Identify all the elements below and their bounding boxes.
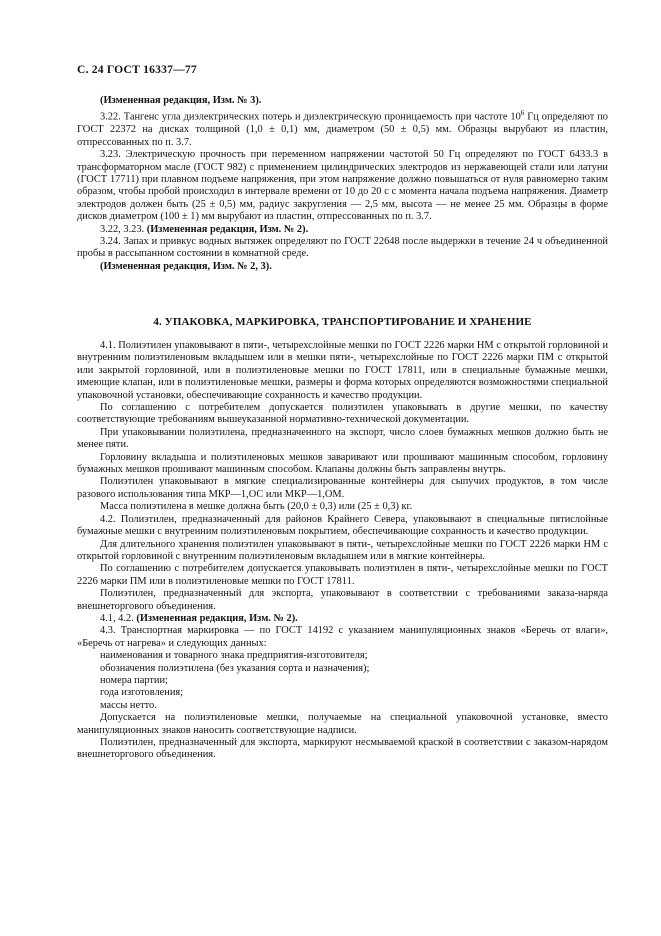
paragraph-neck-sealing: Горловину вкладыша и полиэтиленовых мешков заваривают или прошивают машинным способом, горловину бумажных мешков прошивают машинным способом. Клапаны должны быть заправлены внутрь.: [77, 451, 608, 476]
paragraph-agreement: По соглашению с потребителем допускается полиэтилен упаковывать в другие мешки, по качеству соответствующие требованиям вышеуказанной нормативно-технической документации.: [77, 402, 608, 426]
section-title: 4. УПАКОВКА, МАРКИРОВКА, ТРАНСПОРТИРОВАНИЕ И ХРАНЕНИЕ: [153, 316, 532, 328]
clause-3-22-text-b: Гц определяют по ГОСТ 22372 на дисках толщиной (1,0 ± 0,1) мм, диаметром (50 ± 0,5) мм. Образцы вырубают из пластин, отпрессованных по п. 3.7.: [77, 111, 608, 148]
paragraph-export-packing: Полиэтилен, предназначенный для экспорта, упаковывают в соответствии с требованиями заказа-наряда внешнеторгового объединения.: [77, 588, 608, 612]
paragraph-export-layers: При упаковывании полиэтилена, предназначенного на экспорт, число слоев бумажных мешков должно быть не менее пяти.: [77, 426, 608, 451]
section-body: [77, 340, 608, 762]
amendment-note-3-22-3-23: [77, 224, 608, 236]
list-item: наименования и товарного знака предприятия-изготовителя;: [100, 650, 368, 662]
clause-3-22-exponent: 6: [520, 109, 525, 118]
list-item: обозначения полиэтилена (без указания сорта и назначения);: [100, 662, 370, 674]
amendment-note-2-3: (Измененная редакция, Изм. № 2, 3).: [100, 260, 272, 272]
clause-4-2: 4.2. Полиэтилен, предназначенный для районов Крайнего Севера, упаковывают в специальные пятислойные бумажные мешки с внутренним полиэтиленовым покрытием, обеспечивающие сохранность и качество продукции.: [77, 513, 608, 538]
list-item: года изготовления;: [100, 687, 184, 699]
paragraph-containers: Полиэтилен упаковывают в мягкие специализированные контейнеры для сыпучих продуктов, в том числе разового использования типа МКР—1,ОС или МКР—1,ОМ.: [77, 476, 608, 500]
clause-4-1: 4.1. Полиэтилен упаковывают в пяти-, четырехслойные мешки по ГОСТ 2226 марки НМ с открытой горловиной и внутренним полиэтиленовым вкладышем или в мешки пяти-, четырехслойные по ГОСТ 2226 марки ПМ с открытой или закрытой горловиной, или в полиэтиленовые мешки по ГОСТ 17811, или в специальные бумажные мешки, имеющие клапан, или в полиэтиленовые мешки, размеры и форма которых определяются возможностями специальной упаковочной установки, обеспечивающие сохранность и качество продукции.: [77, 340, 608, 401]
clause-3-24: 3.24. Запах и привкус водных вытяжек определяют по ГОСТ 22648 после выдержки в течение 24 ч объединенной пробы в рассыпанном состоянии в комнатной среде.: [77, 235, 608, 260]
paragraph-long-storage: Для длительного хранения полиэтилен упаковывают в пяти-, четырехслойные мешки по ГОСТ 2226 марки НМ с открытой горловиной с внутренним полиэтиленовым вкладышем или в мягкие контейнеры.: [77, 538, 608, 562]
clause-4-3: 4.3. Транспортная маркировка — по ГОСТ 14192 с указанием манипуляционных знаков «Беречь от влаги», «Беречь от нагрева» и следующих данных:: [77, 625, 608, 649]
clause-3-22: [77, 107, 608, 149]
list-item: массы нетто.: [100, 699, 157, 711]
page-header: С. 24 ГОСТ 16337—77: [77, 63, 197, 76]
amendment-label: (Измененная редакция, Изм. № 2).: [136, 612, 298, 624]
list-item: номера партии;: [100, 674, 168, 686]
top-block: [77, 95, 608, 273]
clause-ref: 3.22, 3.23.: [100, 223, 147, 235]
clause-ref: 4.1, 4.2.: [100, 612, 137, 624]
clause-3-22-text-a: 3.22. Тангенс угла диэлектрических потерь и диэлектрическую проницаемость при частоте 10: [100, 111, 521, 123]
paragraph-mass: Масса полиэтилена в мешке должна быть (20,0 ± 0,3) или (25 ± 0,3) кг.: [100, 501, 413, 513]
paragraph-export-marking: Полиэтилен, предназначенный для экспорта, маркируют несмываемой краской в соответствии с заказом-нарядом внешнеторгового объединения.: [77, 737, 608, 761]
amendment-note-3: (Измененная редакция, Изм. № 3).: [100, 95, 262, 106]
amendment-label: (Измененная редакция, Изм. № 2).: [146, 223, 309, 235]
clause-3-23: 3.23. Электрическую прочность при переменном напряжении частотой 50 Гц определяют по ГОСТ 6433.3 в трансформаторном масле (ГОСТ 982) с применением цилиндрических электродов из нержавеющей стали или латуни (ГОСТ 17711) при плавном подъеме напряжения, при этом напряжение должно повышаться от нуля равномерно таким образом, чтобы пробой происходил в интервале времени от 10 до 20 с с момента начала подъема напряжения. Диаметр электродов должен быть (25 ± 0,5) мм, радиус закругления — 2,5 мм, высота — не менее 25 мм. Образцы в форме дисков диаметром (100 ± 1) мм вырубают из пластин, отпрессованных по п. 3.7.: [77, 149, 608, 223]
paragraph-inscriptions: Допускается на полиэтиленовые мешки, получаемые на специальной упаковочной установке, вместо манипуляционных знаков наносить соответствующие надписи.: [77, 712, 608, 736]
paragraph-agreement-2: По соглашению с потребителем допускается упаковывать полиэтилен в пяти-, четырехслойные мешки по ГОСТ 2226 марки ПМ или в полиэтиленовые мешки по ГОСТ 17811.: [77, 563, 608, 587]
amendment-note-4-1-4-2: [77, 613, 608, 625]
marking-data-list: [77, 650, 608, 712]
